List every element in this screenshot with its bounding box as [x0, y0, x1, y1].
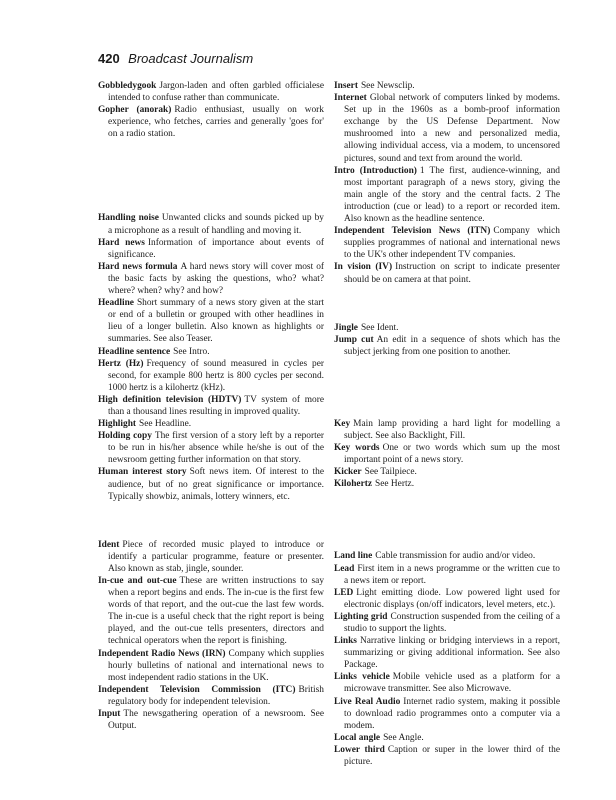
glossary-term: Lead — [334, 563, 355, 574]
glossary-term: Kilohertz — [334, 479, 373, 490]
glossary-term: Internet — [334, 93, 367, 104]
glossary-definition: See Ident. — [360, 322, 399, 333]
glossary-definition: Short summary of a news story given at the start or end of a bulletin or grouped with other headlines in lieu of a longer bulletin. Also known as highlights or summaries. See also Teaser. — [108, 298, 324, 345]
glossary-entry — [98, 104, 324, 140]
glossary-term: In vision (IV) — [334, 262, 393, 273]
glossary-term: Independent Radio News (IRN) — [98, 648, 226, 659]
glossary-definition: British regulatory body for independent television. — [108, 684, 324, 707]
glossary-definition: See Newsclip. — [360, 81, 415, 91]
glossary-definition: TV system of more than a thousand lines resulting in improved quality. — [108, 394, 324, 417]
glossary-term: Insert — [334, 81, 358, 91]
glossary-entry — [334, 165, 560, 225]
glossary-entry — [98, 648, 324, 684]
glossary-term: Independent Television News (ITN) — [334, 226, 491, 237]
glossary-term: Independent Television Commission (ITC) — [98, 684, 296, 695]
glossary-definition: See Hertz. — [375, 479, 415, 490]
glossary-definition: First item in a news programme or the written cue to a news item or report. — [344, 563, 560, 586]
glossary-term: Gopher (anorak) — [98, 105, 172, 116]
glossary-entry — [98, 684, 324, 708]
glossary-term: Human interest story — [98, 467, 187, 478]
glossary-entry — [98, 80, 324, 104]
glossary-term: LED — [334, 587, 354, 598]
glossary-definition: Global network of computers linked by modems. Set up in the 1960s as a bomb-proof information exchange by the US Defense Department. Now mushroomed into a new and personalized media, allowing individual access, via a modem, to uncensored pictures, sound and text from around the world. — [344, 93, 560, 164]
glossary-entry — [334, 696, 560, 732]
glossary-entry — [334, 334, 560, 358]
glossary-entry — [334, 261, 560, 285]
glossary-entry — [98, 212, 324, 236]
glossary-definition: One or two words which sum up the most important point of a news story. — [344, 443, 560, 466]
glossary-term: Land line — [334, 551, 373, 562]
glossary-definition: The first version of a story left by a reporter to be run in his/her absence while he/she is out of the newsroom getting further information on that story. — [108, 431, 324, 466]
page-header — [98, 50, 253, 68]
glossary-definition: Company which supplies hourly bulletins of national and international news to most independent radio stations in the UK. — [108, 648, 324, 683]
glossary-entry — [98, 346, 324, 358]
glossary-entry — [334, 322, 560, 334]
glossary-entry — [98, 261, 324, 297]
glossary-term: Lower third — [334, 744, 385, 755]
glossary-definition: See Angle. — [383, 732, 424, 743]
glossary-entry — [334, 418, 560, 442]
page-number: 420 — [98, 51, 120, 66]
glossary-entry — [334, 744, 560, 768]
glossary-definition: Light emitting diode. Low powered light used for electronic displays (on/off indicators, level meters, etc.). — [344, 587, 560, 610]
glossary-term: Local angle — [334, 732, 381, 743]
glossary-entry — [334, 442, 560, 466]
glossary-definition: Company which supplies programmes of national and international news to the UK's other independent TV companies. — [344, 226, 560, 261]
glossary-entry — [98, 237, 324, 261]
glossary-term: Input — [98, 709, 121, 720]
glossary-definition: Construction suspended from the ceiling of a studio to support the lights. — [344, 611, 560, 634]
glossary-left-column — [98, 80, 324, 732]
glossary-definition: Instruction on script to indicate presenter should be on camera at that point. — [344, 262, 561, 285]
glossary-entry — [334, 550, 560, 562]
glossary-entry — [334, 671, 560, 695]
glossary-definition: A hard news story will cover most of the basic facts by asking the questions, who? what? where? when? why? and how? — [108, 261, 325, 297]
glossary-term: Handling noise — [98, 213, 159, 224]
glossary-definition: Cable transmission for audio and/or video. — [375, 551, 536, 562]
glossary-term: Lighting grid — [334, 611, 388, 622]
glossary-definition: 1 The first, audience-winning, and most important paragraph of a news story, giving the main angle of the story and the central facts. 2 The introduction (cue or lead) to a report or recorded item. Also known as the headline sentence. — [344, 165, 560, 225]
glossary-entry — [334, 92, 560, 165]
glossary-term: Links vehicle — [334, 672, 390, 683]
glossary-entry — [98, 575, 324, 648]
glossary-term: Jump cut — [334, 334, 374, 345]
glossary-entry — [334, 478, 560, 490]
glossary-definition: Jargon-laden and often garbled officialese intended to confuse rather than communicate. — [108, 81, 324, 104]
glossary-definition: See Headline. — [139, 419, 192, 430]
glossary-definition: Soft news item. Of interest to the audience, but of no great significance or importance. Typically showbiz, animals, lottery winners, etc. — [108, 467, 324, 502]
glossary-term: Highlight — [98, 419, 137, 430]
glossary-entry — [334, 80, 560, 92]
glossary-entry — [334, 466, 560, 478]
glossary-entry — [334, 225, 560, 261]
glossary-entry — [98, 430, 324, 466]
glossary-term: Hertz (Hz) — [98, 358, 144, 369]
glossary-definition: Mobile vehicle used as a platform for a microwave transmitter. See also Microwave. — [344, 672, 561, 695]
glossary-definition: Radio enthusiast, usually on work experience, who fetches, carries and generally 'goes for' on a radio station. — [108, 105, 324, 140]
running-title: Broadcast Journalism — [128, 51, 254, 66]
glossary-entry — [334, 635, 560, 671]
glossary-term: Live Real Audio — [334, 696, 401, 707]
glossary-entry — [334, 732, 560, 744]
glossary-term: Gobbledygook — [98, 81, 157, 91]
glossary-term: Headline — [98, 298, 134, 309]
glossary-entry — [98, 297, 324, 345]
glossary-entry — [98, 358, 324, 394]
glossary-term: High definition television (HDTV) — [98, 394, 242, 405]
glossary-definition: An edit in a sequence of shots which has the subject jerking from one position to another. — [344, 334, 560, 357]
glossary-definition: These are written instructions to say when a report begins and ends. The in-cue is the first few words of that report, and the out-cue the last few words. The in-cue is a useful check that the right report is being played, and the out-cue tells presenters, directors and technical operators when the report is finishing. — [108, 576, 325, 647]
glossary-term: In-cue and out-cue — [98, 576, 177, 586]
glossary-term: Hard news formula — [98, 261, 178, 272]
glossary-definition: Information of importance about events of significance. — [108, 237, 324, 260]
glossary-definition: Narrative linking or bridging interviews in a report, summarizing or giving additional information. See also Package. — [344, 636, 560, 671]
glossary-entry — [334, 563, 560, 587]
glossary-entry — [98, 394, 324, 418]
glossary-definition: Internet radio system, making it possible to download radio programmes onto a computer via a modem. — [344, 696, 561, 731]
glossary-right-column — [334, 80, 560, 768]
glossary-term: Intro (Introduction) — [334, 165, 417, 176]
glossary-definition: Main lamp providing a hard light for modelling a subject. See also Backlight, Fill. — [344, 418, 560, 441]
glossary-term: Ident — [98, 539, 120, 550]
glossary-definition: Unwanted clicks and sounds picked up by a microphone as a result of handling and moving it. — [108, 213, 324, 236]
glossary-term: Kicker — [334, 467, 362, 478]
glossary-definition: The newsgathering operation of a newsroom. See Output. — [108, 709, 324, 732]
glossary-entry — [98, 708, 324, 732]
glossary-entry — [334, 611, 560, 635]
glossary-term: Headline sentence — [98, 346, 171, 357]
glossary-definition: See Intro. — [173, 346, 210, 357]
glossary-entry — [98, 466, 324, 502]
glossary-definition: Frequency of sound measured in cycles per second, for example 800 hertz is 800 cycles per second. 1000 hertz is a kilohertz (kHz). — [108, 358, 324, 393]
glossary-definition: Piece of recorded music played to introduce or identify a particular programme, feature or presenter. Also known as stab, jingle, sounder. — [108, 539, 324, 574]
glossary-term: Jingle — [334, 322, 358, 333]
glossary-term: Holding copy — [98, 431, 152, 442]
glossary-term: Key words — [334, 443, 380, 454]
glossary-definition: See Tailpiece. — [364, 467, 417, 478]
glossary-entry — [334, 587, 560, 611]
glossary-entry — [98, 539, 324, 575]
glossary-term: Key — [334, 418, 351, 429]
glossary-term: Links — [334, 636, 357, 647]
glossary-definition: Caption or super in the lower third of the picture. — [344, 744, 560, 768]
glossary-entry — [98, 418, 324, 430]
glossary-term: Hard news — [98, 237, 145, 248]
